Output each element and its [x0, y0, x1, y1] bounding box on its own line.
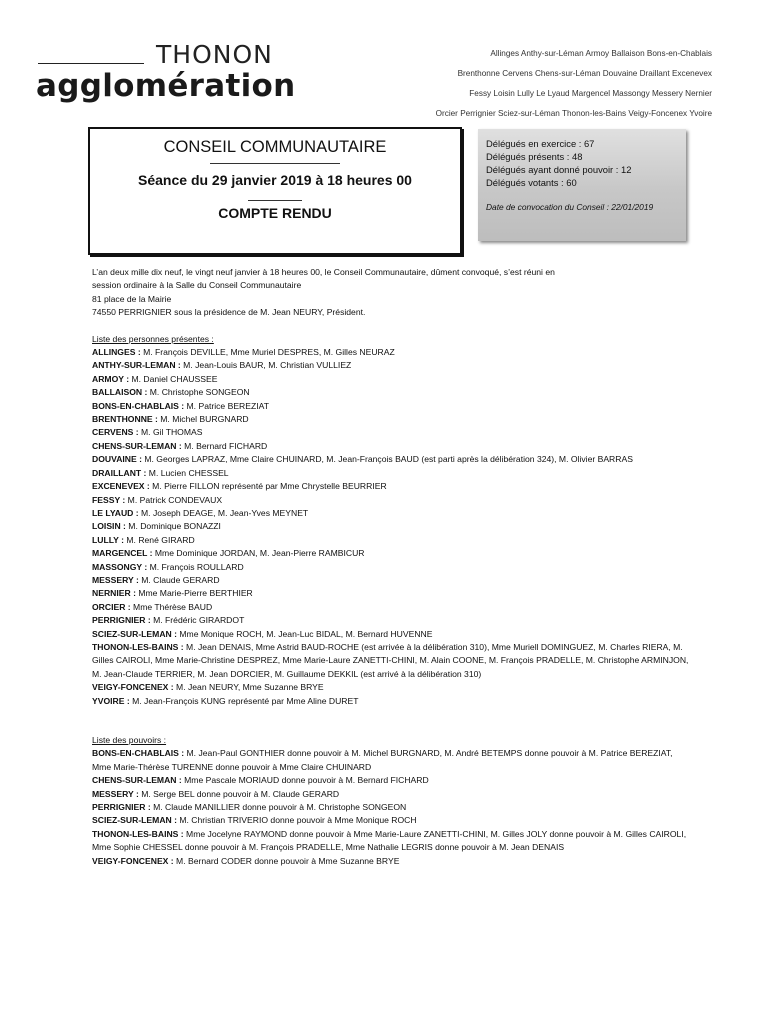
commune-name: BRENTHONNE : — [92, 414, 158, 425]
attendance-row — [92, 641, 692, 681]
delegates-stats-box — [478, 129, 686, 241]
attendance-row — [92, 386, 692, 399]
commune-name: ORCIER : — [92, 601, 131, 612]
member-names: Mme Thérèse BAUD — [130, 601, 213, 612]
member-names: M. René GIRARD — [124, 534, 195, 545]
commune-name: YVOIRE : — [92, 695, 130, 706]
title-box — [88, 127, 462, 255]
member-names: M. Christophe SONGEON — [147, 387, 250, 398]
member-names: Mme Dominique JORDAN, M. Jean-Pierre RAMBICUR — [152, 548, 365, 559]
commune-name: LOISIN : — [92, 521, 126, 532]
commune-name: MESSERY : — [92, 788, 139, 799]
commune-name: THONON-LES-BAINS : — [92, 828, 184, 839]
member-names: M. Jean-François KUNG représenté par Mme Aline DURET — [129, 695, 359, 706]
member-names: Mme Pascale MORIAUD donne pouvoir à M. Bernard FICHARD — [181, 775, 429, 786]
commune-name: ARMOY : — [92, 373, 130, 384]
member-names: M. Christian TRIVERIO donne pouvoir à Mme Monique ROCH — [176, 815, 417, 826]
logo-thonon: THONON — [156, 40, 273, 69]
member-names: M. Patrick CONDEVAUX — [125, 494, 223, 505]
member-names: M. Jean-Louis BAUR, M. Christian VULLIEZ — [180, 360, 352, 371]
communes-list — [352, 44, 712, 124]
commune-name: SCIEZ-SUR-LEMAN : — [92, 815, 177, 826]
attendance-row — [92, 440, 692, 453]
commune-name: MARGENCEL : — [92, 548, 153, 559]
title-divider — [210, 163, 340, 164]
commune-name: BONS-EN-CHABLAIS : — [92, 748, 185, 759]
commune-name: DOUVAINE : — [92, 454, 142, 465]
member-names: M. Claude MANILLIER donne pouvoir à M. Christophe SONGEON — [150, 802, 407, 813]
commune-name: SCIEZ-SUR-LEMAN : — [92, 628, 177, 639]
member-names: M. Daniel CHAUSSEE — [129, 373, 218, 384]
member-names: Mme Marie-Pierre BERTHIER — [135, 588, 253, 599]
attendance-row — [92, 828, 692, 855]
intro-line: 81 place de la Mairie — [92, 293, 172, 304]
commune-name: VEIGY-FONCENEX : — [92, 855, 174, 866]
convocation-date: Date de convocation du Conseil : 22/01/2019 — [486, 202, 654, 212]
member-names: M. Lucien CHESSEL — [146, 467, 229, 478]
member-names: Mme Jocelyne RAYMOND donne pouvoir à Mme Marie-Laure ZANETTI-CHINI, M. Gilles JOLY donne pouvoir à M. Gilles CAIROLI, Mme Sophie CHESSEL donne pouvoir à M. François PRADELLE, Mme Nathalie LEGRIS donne pouvoir à M. Jean DENAIS — [92, 828, 687, 853]
attendance-row — [92, 453, 692, 466]
presents-list — [92, 346, 692, 708]
attendance-row — [92, 814, 692, 827]
commune-name: CHENS-SUR-LEMAN : — [92, 440, 182, 451]
commune-name: NERNIER : — [92, 588, 136, 599]
stat-presents: Délégués présents : 48 — [486, 151, 583, 162]
compte-rendu-heading: COMPTE RENDU — [218, 205, 332, 221]
commune-name: EXCENEVEX : — [92, 481, 150, 492]
member-names: M. Dominique BONAZZI — [125, 521, 221, 532]
member-names: M. Jean NEURY, Mme Suzanne BRYE — [173, 682, 324, 693]
member-names: Mme Monique ROCH, M. Jean-Luc BIDAL, M. Bernard HUVENNE — [176, 628, 433, 639]
member-names: M. Jean DENAIS, Mme Astrid BAUD-ROCHE (est arrivée à la délibération 310), Mme Muriell DOMINGUEZ, M. Charles RIERA, M. Gilles CAIROLI, Mme Marie-Christine DESPREZ, Mme Marie-Laure ZANETTI-CHINI, M. Alain COONE, M. François PRADELLE, M. Christophe ARMINJON, M. Jean-Claude TERRIER, M. Jean DORCIER, M. Guillaume DEKKIL (est arrivé à la délibération 310) — [92, 641, 689, 679]
member-names: M. Georges LAPRAZ, Mme Claire CHUINARD, M. Jean-François BAUD (est parti après la délibération 324), M. Olivier BARRAS — [141, 454, 633, 465]
attendance-row — [92, 413, 692, 426]
attendance-row — [92, 747, 692, 774]
commune-name: CERVENS : — [92, 427, 139, 438]
member-names: M. Jean-Paul GONTHIER donne pouvoir à M. Michel BURGNARD, M. André BETEMPS donne pouvoir à M. Patrice BEREZIAT, Mme Marie-Thérèse TURENNE donne pouvoir à Mme Claire CHUINARD — [92, 748, 673, 772]
member-names: M. Pierre FILLON représenté par Mme Chrystelle BEURRIER — [149, 481, 387, 492]
member-names: M. Bernard FICHARD — [181, 440, 268, 451]
commune-name: BALLAISON : — [92, 387, 148, 398]
commune-name: BONS-EN-CHABLAIS : — [92, 400, 185, 411]
member-names: M. Gil THOMAS — [138, 427, 203, 438]
intro-line: session ordinaire à la Salle du Conseil Communautaire — [92, 280, 302, 291]
commune-name: ANTHY-SUR-LEMAN : — [92, 360, 181, 371]
commune-name: THONON-LES-BAINS : — [92, 641, 184, 652]
communes-line: Fessy Loisin Lully Le Lyaud Margencel Massongy Messery Nernier — [469, 89, 712, 98]
document-header — [0, 0, 770, 120]
attendance-row — [92, 467, 692, 480]
attendance-row — [92, 534, 692, 547]
attendance-row — [92, 547, 692, 560]
attendance-row — [92, 601, 692, 614]
communes-line: Allinges Anthy-sur-Léman Armoy Ballaison Bons-en-Chablais — [490, 49, 712, 58]
pouvoirs-list — [92, 747, 692, 868]
commune-name: LULLY : — [92, 534, 124, 545]
commune-name: DRAILLANT : — [92, 467, 147, 478]
member-names: M. François DEVILLE, Mme Muriel DESPRES, M. Gilles NEURAZ — [140, 347, 395, 358]
attendance-row — [92, 400, 692, 413]
commune-name: VEIGY-FONCENEX : — [92, 682, 174, 693]
commune-name: PERRIGNIER : — [92, 802, 151, 813]
communes-line: Orcier Perrignier Sciez-sur-Léman Thonon-les-Bains Veigy-Foncenex Yvoire — [435, 109, 712, 118]
member-names: M. Michel BURGNARD — [157, 414, 249, 425]
attendance-row — [92, 695, 692, 708]
communes-line: Brenthonne Cervens Chens-sur-Léman Douvaine Draillant Excenevex — [457, 69, 712, 78]
council-title: CONSEIL COMMUNAUTAIRE — [163, 138, 387, 156]
intro-line: L’an deux mille dix neuf, le vingt neuf janvier à 18 heures 00, le Conseil Communautaire, dûment convoqué, s’est réuni en — [92, 267, 555, 277]
session-date: Séance du 29 janvier 2019 à 18 heures 00 — [138, 172, 412, 188]
attendance-row — [92, 359, 692, 372]
member-names: M. Serge BEL donne pouvoir à M. Claude GERARD — [138, 788, 340, 799]
logo-agglomeration: agglomération — [36, 68, 296, 104]
title-divider-short — [248, 200, 302, 201]
presents-heading: Liste des personnes présentes : — [92, 333, 214, 344]
commune-name: PERRIGNIER : — [92, 615, 151, 626]
attendance-row — [92, 494, 692, 507]
attendance-row — [92, 801, 692, 814]
pouvoirs-heading: Liste des pouvoirs : — [92, 735, 167, 745]
commune-name: CHENS-SUR-LEMAN : — [92, 775, 182, 786]
logo-rule — [38, 63, 144, 64]
member-names: M. Bernard CODER donne pouvoir à Mme Suzanne BRYE — [173, 855, 400, 866]
commune-name: ALLINGES : — [92, 347, 141, 358]
attendance-row — [92, 788, 692, 801]
attendance-row — [92, 507, 692, 520]
attendance-row — [92, 628, 692, 641]
attendance-row — [92, 855, 692, 868]
stat-pouvoir: Délégués ayant donné pouvoir : 12 — [486, 164, 632, 175]
commune-name: LE LYAUD : — [92, 507, 139, 518]
attendance-row — [92, 774, 692, 787]
member-names: M. Claude GERARD — [138, 574, 220, 585]
stat-votants: Délégués votants : 60 — [486, 177, 577, 188]
attendance-row — [92, 614, 692, 627]
attendance-row — [92, 346, 692, 359]
intro-line: 74550 PERRIGNIER sous la présidence de M. Jean NEURY, Président. — [92, 307, 366, 318]
attendance-row — [92, 587, 692, 600]
commune-name: MESSERY : — [92, 574, 139, 585]
member-names: M. François ROULLARD — [147, 561, 244, 572]
commune-name: FESSY : — [92, 494, 126, 505]
commune-name: MASSONGY : — [92, 561, 148, 572]
attendance-row — [92, 681, 692, 694]
stat-exercice: Délégués en exercice : 67 — [486, 138, 595, 149]
attendance-row — [92, 574, 692, 587]
attendance-row — [92, 426, 692, 439]
attendance-row — [92, 480, 692, 493]
member-names: M. Frédéric GIRARDOT — [150, 615, 245, 626]
member-names: M. Patrice BEREZIAT — [184, 400, 269, 411]
attendance-row — [92, 520, 692, 533]
member-names: M. Joseph DEAGE, M. Jean-Yves MEYNET — [138, 507, 309, 518]
attendance-row — [92, 561, 692, 574]
attendance-row — [92, 373, 692, 386]
document-body — [92, 266, 692, 868]
